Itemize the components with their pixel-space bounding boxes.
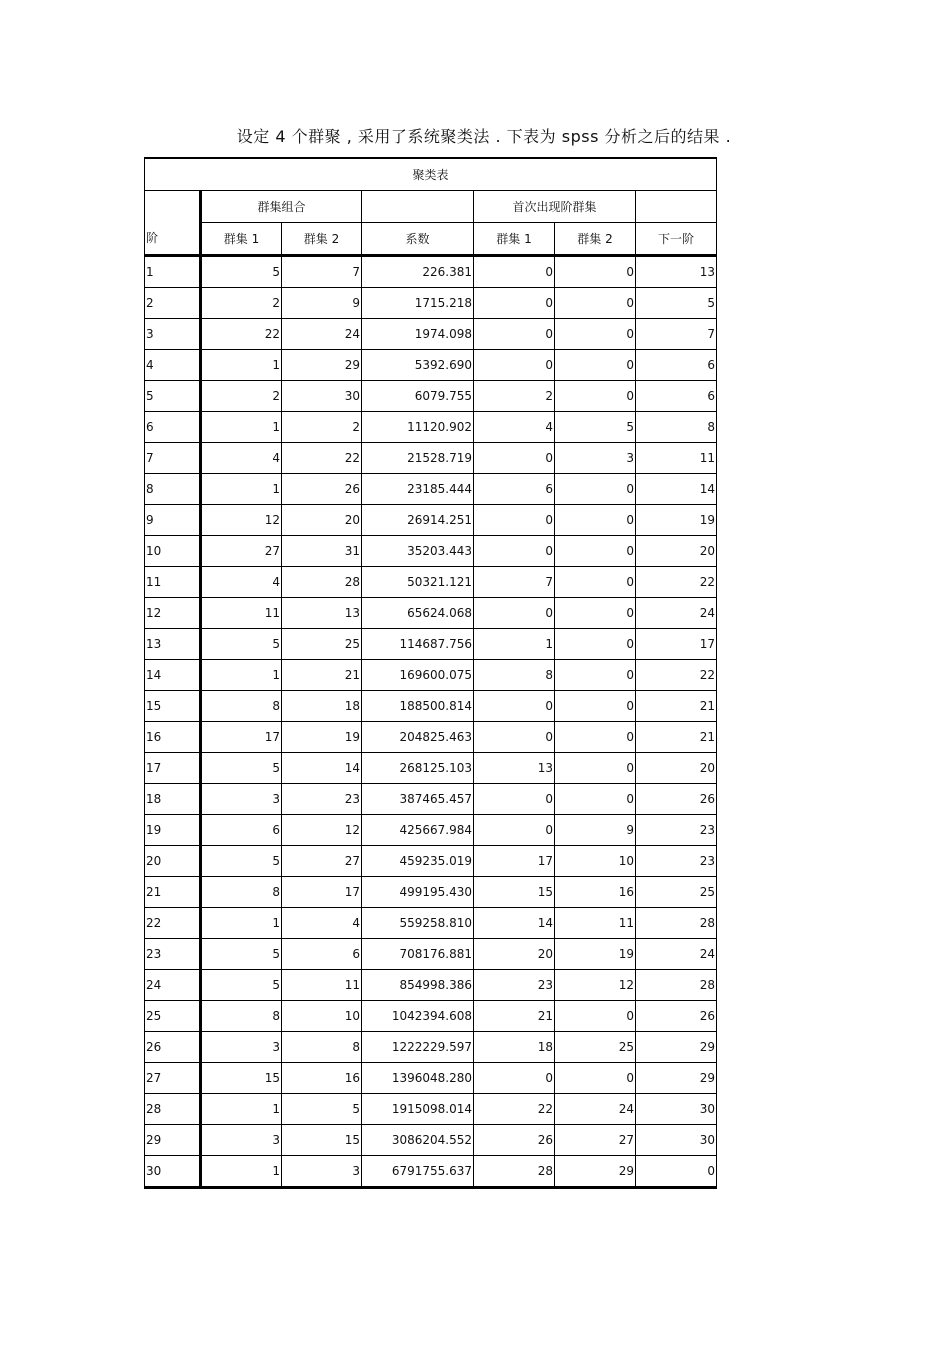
stage-cell: 21: [145, 877, 201, 908]
table-row: [145, 908, 717, 939]
cluster1-cell: 4: [201, 443, 282, 474]
stage-cell: 15: [145, 691, 201, 722]
header-empty-coefficient-top: [362, 191, 474, 223]
first-cluster2-cell: 25: [555, 1032, 636, 1063]
first-cluster1-cell: 0: [474, 350, 555, 381]
table-row: [145, 629, 717, 660]
coefficient-cell: 21528.719: [362, 443, 474, 474]
first-cluster1-cell: 0: [474, 256, 555, 288]
first-cluster1-cell: 0: [474, 815, 555, 846]
cluster1-cell: 1: [201, 412, 282, 443]
table-row: [145, 536, 717, 567]
stage-cell: 8: [145, 474, 201, 505]
cluster1-cell: 8: [201, 1001, 282, 1032]
next-stage-cell: 21: [636, 722, 717, 753]
header-first-cluster2: 群集 2: [555, 223, 636, 256]
header-coefficient: 系数: [362, 223, 474, 256]
cluster2-cell: 25: [282, 629, 362, 660]
table-row: [145, 753, 717, 784]
stage-cell: 5: [145, 381, 201, 412]
first-cluster1-cell: 22: [474, 1094, 555, 1125]
coefficient-cell: 1222229.597: [362, 1032, 474, 1063]
stage-cell: 3: [145, 319, 201, 350]
next-stage-cell: 6: [636, 381, 717, 412]
first-cluster2-cell: 0: [555, 1063, 636, 1094]
coefficient-cell: 169600.075: [362, 660, 474, 691]
first-cluster2-cell: 10: [555, 846, 636, 877]
stage-cell: 30: [145, 1156, 201, 1188]
stage-cell: 19: [145, 815, 201, 846]
first-cluster2-cell: 0: [555, 474, 636, 505]
table-row: [145, 722, 717, 753]
coefficient-cell: 1042394.608: [362, 1001, 474, 1032]
cluster2-cell: 19: [282, 722, 362, 753]
cluster1-cell: 3: [201, 784, 282, 815]
coefficient-cell: 268125.103: [362, 753, 474, 784]
coefficient-cell: 226.381: [362, 256, 474, 288]
next-stage-cell: 20: [636, 536, 717, 567]
first-cluster1-cell: 0: [474, 443, 555, 474]
stage-cell: 4: [145, 350, 201, 381]
table-row: [145, 350, 717, 381]
stage-cell: 29: [145, 1125, 201, 1156]
cluster1-cell: 27: [201, 536, 282, 567]
cluster2-cell: 24: [282, 319, 362, 350]
table-row: [145, 1094, 717, 1125]
stage-cell: 12: [145, 598, 201, 629]
cluster2-cell: 18: [282, 691, 362, 722]
stage-cell: 17: [145, 753, 201, 784]
next-stage-cell: 6: [636, 350, 717, 381]
table-row: [145, 660, 717, 691]
coefficient-cell: 1915098.014: [362, 1094, 474, 1125]
cluster1-cell: 12: [201, 505, 282, 536]
cluster1-cell: 8: [201, 877, 282, 908]
table-row: [145, 1032, 717, 1063]
stage-cell: 27: [145, 1063, 201, 1094]
first-cluster2-cell: 0: [555, 567, 636, 598]
cluster1-cell: 17: [201, 722, 282, 753]
first-cluster1-cell: 18: [474, 1032, 555, 1063]
cluster2-cell: 10: [282, 1001, 362, 1032]
first-cluster2-cell: 5: [555, 412, 636, 443]
stage-cell: 2: [145, 288, 201, 319]
first-cluster1-cell: 14: [474, 908, 555, 939]
first-cluster2-cell: 0: [555, 598, 636, 629]
first-cluster1-cell: 0: [474, 288, 555, 319]
header-cluster1: 群集 1: [201, 223, 282, 256]
coefficient-cell: 425667.984: [362, 815, 474, 846]
cluster2-cell: 13: [282, 598, 362, 629]
next-stage-cell: 5: [636, 288, 717, 319]
stage-cell: 24: [145, 970, 201, 1001]
header-empty-next-top: [636, 191, 717, 223]
cluster1-cell: 8: [201, 691, 282, 722]
cluster1-cell: 3: [201, 1032, 282, 1063]
stage-cell: 16: [145, 722, 201, 753]
cluster2-cell: 6: [282, 939, 362, 970]
next-stage-cell: 7: [636, 319, 717, 350]
cluster1-cell: 3: [201, 1125, 282, 1156]
first-cluster2-cell: 19: [555, 939, 636, 970]
cluster2-cell: 23: [282, 784, 362, 815]
first-cluster2-cell: 0: [555, 319, 636, 350]
coefficient-cell: 35203.443: [362, 536, 474, 567]
next-stage-cell: 28: [636, 970, 717, 1001]
first-cluster1-cell: 26: [474, 1125, 555, 1156]
table-row: [145, 443, 717, 474]
coefficient-cell: 6079.755: [362, 381, 474, 412]
stage-cell: 18: [145, 784, 201, 815]
cluster1-cell: 5: [201, 939, 282, 970]
first-cluster1-cell: 0: [474, 784, 555, 815]
next-stage-cell: 24: [636, 939, 717, 970]
coefficient-cell: 459235.019: [362, 846, 474, 877]
table-row: [145, 412, 717, 443]
cluster1-cell: 5: [201, 256, 282, 288]
first-cluster2-cell: 0: [555, 505, 636, 536]
first-cluster1-cell: 2: [474, 381, 555, 412]
first-cluster2-cell: 0: [555, 784, 636, 815]
next-stage-cell: 26: [636, 784, 717, 815]
stage-cell: 11: [145, 567, 201, 598]
cluster2-cell: 4: [282, 908, 362, 939]
first-cluster1-cell: 0: [474, 722, 555, 753]
next-stage-cell: 24: [636, 598, 717, 629]
cluster2-cell: 20: [282, 505, 362, 536]
table-row: [145, 784, 717, 815]
first-cluster1-cell: 20: [474, 939, 555, 970]
cluster1-cell: 6: [201, 815, 282, 846]
coefficient-cell: 50321.121: [362, 567, 474, 598]
cluster1-cell: 4: [201, 567, 282, 598]
cluster1-cell: 5: [201, 629, 282, 660]
first-cluster1-cell: 21: [474, 1001, 555, 1032]
cluster1-cell: 1: [201, 1156, 282, 1188]
coefficient-cell: 854998.386: [362, 970, 474, 1001]
cluster2-cell: 17: [282, 877, 362, 908]
cluster2-cell: 15: [282, 1125, 362, 1156]
stage-cell: 20: [145, 846, 201, 877]
cluster1-cell: 5: [201, 846, 282, 877]
table-row: [145, 319, 717, 350]
first-cluster2-cell: 0: [555, 381, 636, 412]
next-stage-cell: 28: [636, 908, 717, 939]
cluster2-cell: 27: [282, 846, 362, 877]
table-row: [145, 1125, 717, 1156]
next-stage-cell: 19: [636, 505, 717, 536]
next-stage-cell: 21: [636, 691, 717, 722]
next-stage-cell: 29: [636, 1063, 717, 1094]
cluster1-cell: 22: [201, 319, 282, 350]
header-cluster2: 群集 2: [282, 223, 362, 256]
cluster1-cell: 2: [201, 381, 282, 412]
first-cluster2-cell: 11: [555, 908, 636, 939]
first-cluster1-cell: 0: [474, 1063, 555, 1094]
coefficient-cell: 11120.902: [362, 412, 474, 443]
cluster2-cell: 31: [282, 536, 362, 567]
table-row: [145, 815, 717, 846]
cluster1-cell: 15: [201, 1063, 282, 1094]
coefficient-cell: 23185.444: [362, 474, 474, 505]
coefficient-cell: 1715.218: [362, 288, 474, 319]
header-first-cluster1: 群集 1: [474, 223, 555, 256]
table-row: [145, 846, 717, 877]
first-cluster1-cell: 4: [474, 412, 555, 443]
table-row: [145, 381, 717, 412]
first-cluster2-cell: 29: [555, 1156, 636, 1188]
stage-cell: 9: [145, 505, 201, 536]
table-row: [145, 970, 717, 1001]
coefficient-cell: 114687.756: [362, 629, 474, 660]
first-cluster2-cell: 0: [555, 1001, 636, 1032]
first-cluster2-cell: 0: [555, 691, 636, 722]
header-stage: 阶: [145, 191, 201, 256]
cluster2-cell: 28: [282, 567, 362, 598]
table-row: [145, 505, 717, 536]
cluster2-cell: 30: [282, 381, 362, 412]
coefficient-cell: 188500.814: [362, 691, 474, 722]
cluster2-cell: 14: [282, 753, 362, 784]
stage-cell: 26: [145, 1032, 201, 1063]
stage-cell: 6: [145, 412, 201, 443]
first-cluster1-cell: 0: [474, 691, 555, 722]
cluster2-cell: 11: [282, 970, 362, 1001]
coefficient-cell: 387465.457: [362, 784, 474, 815]
first-cluster2-cell: 9: [555, 815, 636, 846]
coefficient-cell: 65624.068: [362, 598, 474, 629]
coefficient-cell: 3086204.552: [362, 1125, 474, 1156]
cluster1-cell: 2: [201, 288, 282, 319]
first-cluster2-cell: 0: [555, 753, 636, 784]
next-stage-cell: 29: [636, 1032, 717, 1063]
cluster2-cell: 9: [282, 288, 362, 319]
table-row: [145, 598, 717, 629]
table-row: [145, 1063, 717, 1094]
first-cluster2-cell: 0: [555, 536, 636, 567]
coefficient-cell: 1974.098: [362, 319, 474, 350]
table-row: [145, 1001, 717, 1032]
next-stage-cell: 26: [636, 1001, 717, 1032]
coefficient-cell: 5392.690: [362, 350, 474, 381]
cluster2-cell: 3: [282, 1156, 362, 1188]
coefficient-cell: 708176.881: [362, 939, 474, 970]
coefficient-cell: 6791755.637: [362, 1156, 474, 1188]
table-row: [145, 939, 717, 970]
stage-cell: 14: [145, 660, 201, 691]
first-cluster2-cell: 16: [555, 877, 636, 908]
first-cluster2-cell: 3: [555, 443, 636, 474]
cluster1-cell: 1: [201, 908, 282, 939]
next-stage-cell: 17: [636, 629, 717, 660]
first-cluster1-cell: 0: [474, 536, 555, 567]
header-group-combination: 群集组合: [201, 191, 362, 223]
next-stage-cell: 22: [636, 660, 717, 691]
first-cluster1-cell: 13: [474, 753, 555, 784]
first-cluster1-cell: 6: [474, 474, 555, 505]
cluster2-cell: 16: [282, 1063, 362, 1094]
next-stage-cell: 0: [636, 1156, 717, 1188]
cluster2-cell: 2: [282, 412, 362, 443]
table-row: [145, 1156, 717, 1188]
first-cluster2-cell: 0: [555, 256, 636, 288]
agglomeration-schedule-table: [144, 157, 717, 1189]
stage-cell: 10: [145, 536, 201, 567]
stage-cell: 25: [145, 1001, 201, 1032]
cluster1-cell: 5: [201, 970, 282, 1001]
table-row: [145, 256, 717, 288]
coefficient-cell: 559258.810: [362, 908, 474, 939]
next-stage-cell: 8: [636, 412, 717, 443]
table-row: [145, 877, 717, 908]
stage-cell: 1: [145, 256, 201, 288]
cluster1-cell: 1: [201, 474, 282, 505]
stage-cell: 22: [145, 908, 201, 939]
cluster1-cell: 1: [201, 350, 282, 381]
first-cluster2-cell: 0: [555, 629, 636, 660]
header-first-appearance: 首次出现阶群集: [474, 191, 636, 223]
first-cluster2-cell: 24: [555, 1094, 636, 1125]
cluster1-cell: 1: [201, 1094, 282, 1125]
coefficient-cell: 1396048.280: [362, 1063, 474, 1094]
next-stage-cell: 23: [636, 815, 717, 846]
cluster1-cell: 1: [201, 660, 282, 691]
first-cluster1-cell: 17: [474, 846, 555, 877]
table-caption: 聚类表: [145, 158, 717, 191]
next-stage-cell: 13: [636, 256, 717, 288]
stage-cell: 23: [145, 939, 201, 970]
coefficient-cell: 26914.251: [362, 505, 474, 536]
next-stage-cell: 25: [636, 877, 717, 908]
cluster2-cell: 26: [282, 474, 362, 505]
header-next-stage: 下一阶: [636, 223, 717, 256]
first-cluster2-cell: 27: [555, 1125, 636, 1156]
cluster2-cell: 5: [282, 1094, 362, 1125]
first-cluster2-cell: 0: [555, 660, 636, 691]
next-stage-cell: 11: [636, 443, 717, 474]
first-cluster1-cell: 0: [474, 505, 555, 536]
cluster2-cell: 21: [282, 660, 362, 691]
cluster2-cell: 12: [282, 815, 362, 846]
coefficient-cell: 204825.463: [362, 722, 474, 753]
cluster2-cell: 7: [282, 256, 362, 288]
next-stage-cell: 22: [636, 567, 717, 598]
cluster2-cell: 8: [282, 1032, 362, 1063]
cluster1-cell: 11: [201, 598, 282, 629]
cluster2-cell: 29: [282, 350, 362, 381]
next-stage-cell: 20: [636, 753, 717, 784]
first-cluster2-cell: 0: [555, 288, 636, 319]
table-row: [145, 474, 717, 505]
first-cluster1-cell: 0: [474, 598, 555, 629]
cluster1-cell: 5: [201, 753, 282, 784]
table-row: [145, 567, 717, 598]
first-cluster2-cell: 12: [555, 970, 636, 1001]
first-cluster1-cell: 8: [474, 660, 555, 691]
next-stage-cell: 14: [636, 474, 717, 505]
first-cluster1-cell: 15: [474, 877, 555, 908]
first-cluster1-cell: 28: [474, 1156, 555, 1188]
next-stage-cell: 30: [636, 1125, 717, 1156]
table-row: [145, 288, 717, 319]
first-cluster1-cell: 1: [474, 629, 555, 660]
next-stage-cell: 23: [636, 846, 717, 877]
stage-cell: 13: [145, 629, 201, 660]
intro-paragraph: 设定 4 个群聚 , 采用了系统聚类法 . 下表为 spss 分析之后的结果 .: [236, 127, 732, 146]
first-cluster1-cell: 23: [474, 970, 555, 1001]
first-cluster2-cell: 0: [555, 350, 636, 381]
coefficient-cell: 499195.430: [362, 877, 474, 908]
stage-cell: 7: [145, 443, 201, 474]
first-cluster1-cell: 0: [474, 319, 555, 350]
next-stage-cell: 30: [636, 1094, 717, 1125]
first-cluster2-cell: 0: [555, 722, 636, 753]
table-row: [145, 691, 717, 722]
first-cluster1-cell: 7: [474, 567, 555, 598]
cluster2-cell: 22: [282, 443, 362, 474]
stage-cell: 28: [145, 1094, 201, 1125]
